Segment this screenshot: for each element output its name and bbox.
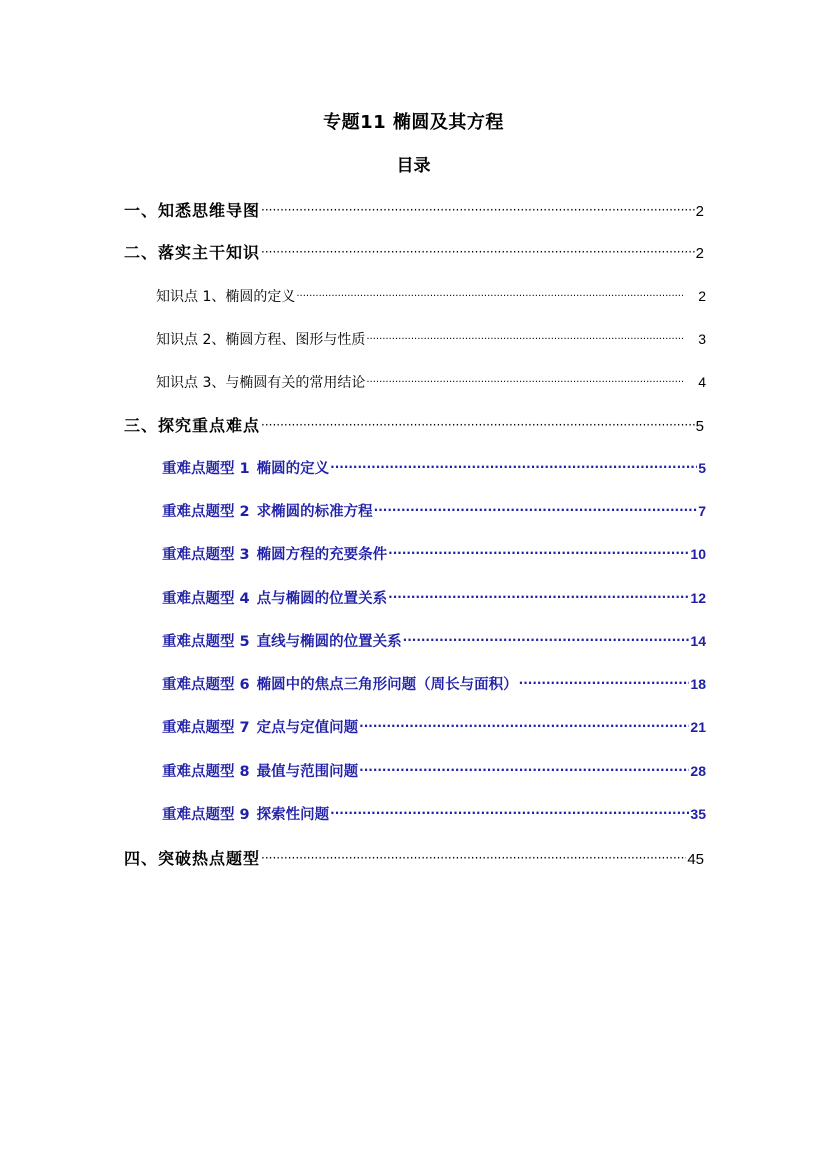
toc-page-number: 18 [690, 676, 706, 692]
toc-page-number: 28 [690, 763, 706, 779]
toc-leader-dots [388, 587, 689, 607]
toc-entry-section-1[interactable] [124, 200, 704, 223]
toc-topic-title: 椭圆中的焦点三角形问题（周长与面积） [256, 677, 518, 693]
toc-entry-knowledge-2[interactable] [156, 329, 706, 352]
toc-topic-title: 最值与范围问题 [256, 764, 359, 780]
toc-entry-topic-3[interactable] [162, 544, 706, 565]
toc-leader-dots [519, 673, 690, 693]
toc-topic-number: 重难点题型 7 [162, 720, 250, 736]
toc-leader-dots [261, 199, 695, 221]
toc-entry-label: 一、知悉思维导图 [124, 201, 261, 220]
toc-leader-dots [403, 630, 690, 650]
toc-entry-topic-8[interactable] [162, 761, 706, 782]
toc-leader-dots [374, 500, 698, 520]
toc-entry-label [162, 632, 402, 652]
toc-page-number: 45 [687, 851, 704, 868]
toc-page-number: 10 [690, 546, 706, 562]
toc-entry-label [162, 545, 387, 565]
toc-entry-label: 知识点 3、与椭圆有关的常用结论 [156, 375, 366, 391]
toc-entry-topic-6[interactable] [162, 674, 706, 695]
toc-topic-title: 求椭圆的标准方程 [256, 504, 373, 520]
toc-entry-label [162, 805, 329, 825]
toc-leader-dots [261, 414, 695, 436]
toc-entry-section-4[interactable] [124, 848, 704, 871]
toc-page-number: 21 [690, 719, 706, 735]
toc-entry-label [162, 502, 373, 522]
toc-page-number: 2 [695, 245, 704, 262]
toc-entry-label [162, 718, 358, 738]
toc-topic-number: 重难点题型 6 [162, 677, 250, 693]
toc-topic-number: 重难点题型 5 [162, 634, 250, 650]
toc-entry-topic-7[interactable] [162, 717, 706, 738]
toc-page-number: 5 [695, 418, 704, 435]
toc-entry-label [162, 762, 358, 782]
toc-page-number: 2 [695, 203, 704, 220]
toc-leader-dots [296, 287, 683, 307]
document-title: 专题11 椭圆及其方程 [323, 112, 504, 133]
toc-topic-number: 重难点题型 2 [162, 504, 250, 520]
toc-topic-number: 重难点题型 3 [162, 547, 250, 563]
toc-entry-topic-1[interactable] [162, 458, 706, 479]
toc-entry-label: 知识点 2、椭圆方程、图形与性质 [156, 332, 366, 348]
toc-leader-dots [330, 457, 697, 477]
toc-page-number: 12 [690, 590, 706, 606]
toc-topic-title: 探索性问题 [256, 807, 330, 823]
toc-entry-knowledge-3[interactable] [156, 372, 706, 395]
toc-entry-topic-2[interactable] [162, 501, 706, 522]
toc-heading: 目录 [396, 156, 431, 176]
toc-page-number: 3 [698, 331, 706, 347]
toc-topic-title: 椭圆方程的充要条件 [256, 547, 388, 563]
toc-leader-dots [261, 847, 686, 869]
toc-page-number: 2 [698, 288, 706, 304]
toc-entry-label [162, 589, 387, 609]
toc-leader-dots [330, 803, 689, 823]
toc-leader-dots [261, 241, 695, 263]
toc-entry-label [162, 459, 329, 479]
toc-entry-knowledge-1[interactable] [156, 286, 706, 309]
toc-topic-title: 点与椭圆的位置关系 [256, 591, 388, 607]
toc-entry-topic-4[interactable] [162, 588, 706, 609]
toc-leader-dots [366, 330, 683, 350]
toc-entry-label: 三、探究重点难点 [124, 416, 261, 435]
toc-leader-dots [359, 760, 689, 780]
toc-topic-number: 重难点题型 8 [162, 764, 250, 780]
toc-topic-number: 重难点题型 1 [162, 461, 250, 477]
toc-topic-title: 椭圆的定义 [256, 461, 330, 477]
toc-page-number: 14 [690, 633, 706, 649]
toc-leader-dots [359, 716, 689, 736]
toc-topic-number: 重难点题型 9 [162, 807, 250, 823]
toc-entry-topic-5[interactable] [162, 631, 706, 652]
toc-leader-dots [366, 373, 683, 393]
toc-entry-section-3[interactable] [124, 415, 704, 438]
toc-page-number: 4 [698, 374, 706, 390]
toc-entry-section-2[interactable] [124, 242, 704, 265]
toc-entry-topic-9[interactable] [162, 804, 706, 825]
toc-topic-title: 定点与定值问题 [256, 720, 359, 736]
toc-entry-label: 知识点 1、椭圆的定义 [156, 289, 296, 305]
toc-topic-title: 直线与椭圆的位置关系 [256, 634, 402, 650]
toc-entry-label: 二、落实主干知识 [124, 243, 261, 262]
toc-page-number: 5 [698, 460, 706, 476]
toc-entry-label [162, 675, 518, 695]
toc-leader-dots [388, 543, 689, 563]
toc-page-number: 7 [698, 503, 706, 519]
toc-topic-number: 重难点题型 4 [162, 591, 250, 607]
toc-page-number: 35 [690, 806, 706, 822]
toc-entry-label: 四、突破热点题型 [124, 849, 261, 868]
